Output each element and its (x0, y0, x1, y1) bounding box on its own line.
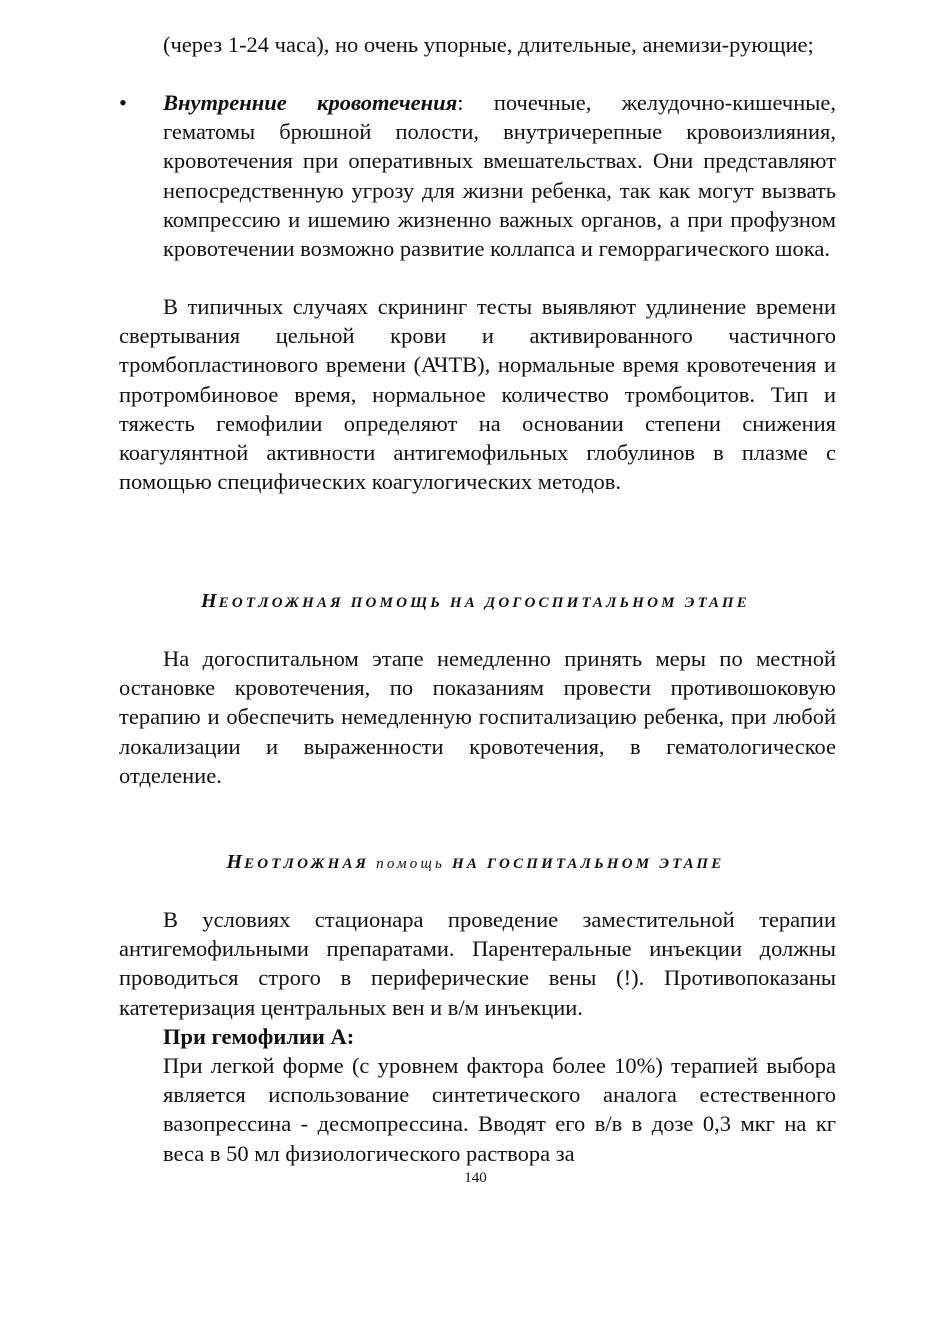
subheading-hemophilia-a: При гемофилии А: (163, 1024, 355, 1049)
prehospital-paragraph: На догоспитальном этапе немедленно принять меры по местной остановке кровотечения, по показаниям провести противошоковую терапию и обеспечить немедленную госпитализацию ребенка, при любой локализации и выраженности кровотечения, в гематологическое отделение. (119, 646, 836, 788)
heading-text-part: помощь (376, 856, 445, 872)
bullet-description: : почечные, желудочно-кишечные, гематомы брюшной полости, внутричерепные кровоизлияния, кровотечения при оперативных вмешательствах. Они представляют непосредственную угрозу для жизни ребенка, так как могут вызвать компрессию и ишемию жизненно важных органов, а при профузном кровотечении возможно развитие коллапса и геморрагического шока. (163, 90, 836, 262)
bullet-marker: • (119, 90, 127, 115)
screening-paragraph: В типичных случаях скрининг тесты выявляют удлинение времени свертывания цельной крови и активированного частичного тромбопластинового времени (АЧТВ), нормальные время кровотечения и протромбиновое время, нормальное количество тромбоцитов. Тип и тяжесть гемофилии определяют на основании степени снижения коагулянтной активности антигемофильных глобулинов в плазме с помощью специфических коагулогических методов. (119, 294, 836, 495)
heading-text: ЕОТЛОЖНАЯ ПОМОЩЬ НА ДОГОСПИТАЛЬНОМ ЭТАПЕ (218, 595, 750, 611)
heading-initial: Н (226, 851, 245, 873)
bullet-term: Внутренние кровотечения (163, 90, 458, 115)
section-heading-hospital (0, 851, 951, 874)
section-heading-prehospital (0, 590, 951, 613)
bullet-item-internal-bleeding (163, 88, 836, 263)
page-number: 140 (464, 1170, 487, 1186)
hemophilia-a-paragraph: При легкой форме (с уровнем фактора более 10%) терапией выбора является использование синтетического аналога естественного вазопрессина - десмопрессина. Вводят его в/в в дозе 0,3 мкг на кг веса в 50 мл физиологического раствора за (163, 1053, 836, 1166)
heading-text-part: НА ГОСПИТАЛЬНОМ ЭТАПЕ (445, 856, 725, 872)
continued-text: (через 1-24 часа), но очень упорные, длительные, анемизи-рующие; (163, 32, 814, 57)
hospital-paragraph: В условиях стационара проведение заместительной терапии антигемофильными препаратами. Парентеральные инъекции должны проводиться строго в периферические вены (!). Противопоказаны катетеризация центральных вен и в/м инъекции. (119, 907, 836, 1020)
heading-text-part: ЕОТЛОЖНАЯ (244, 856, 377, 872)
heading-initial: Н (201, 590, 219, 612)
